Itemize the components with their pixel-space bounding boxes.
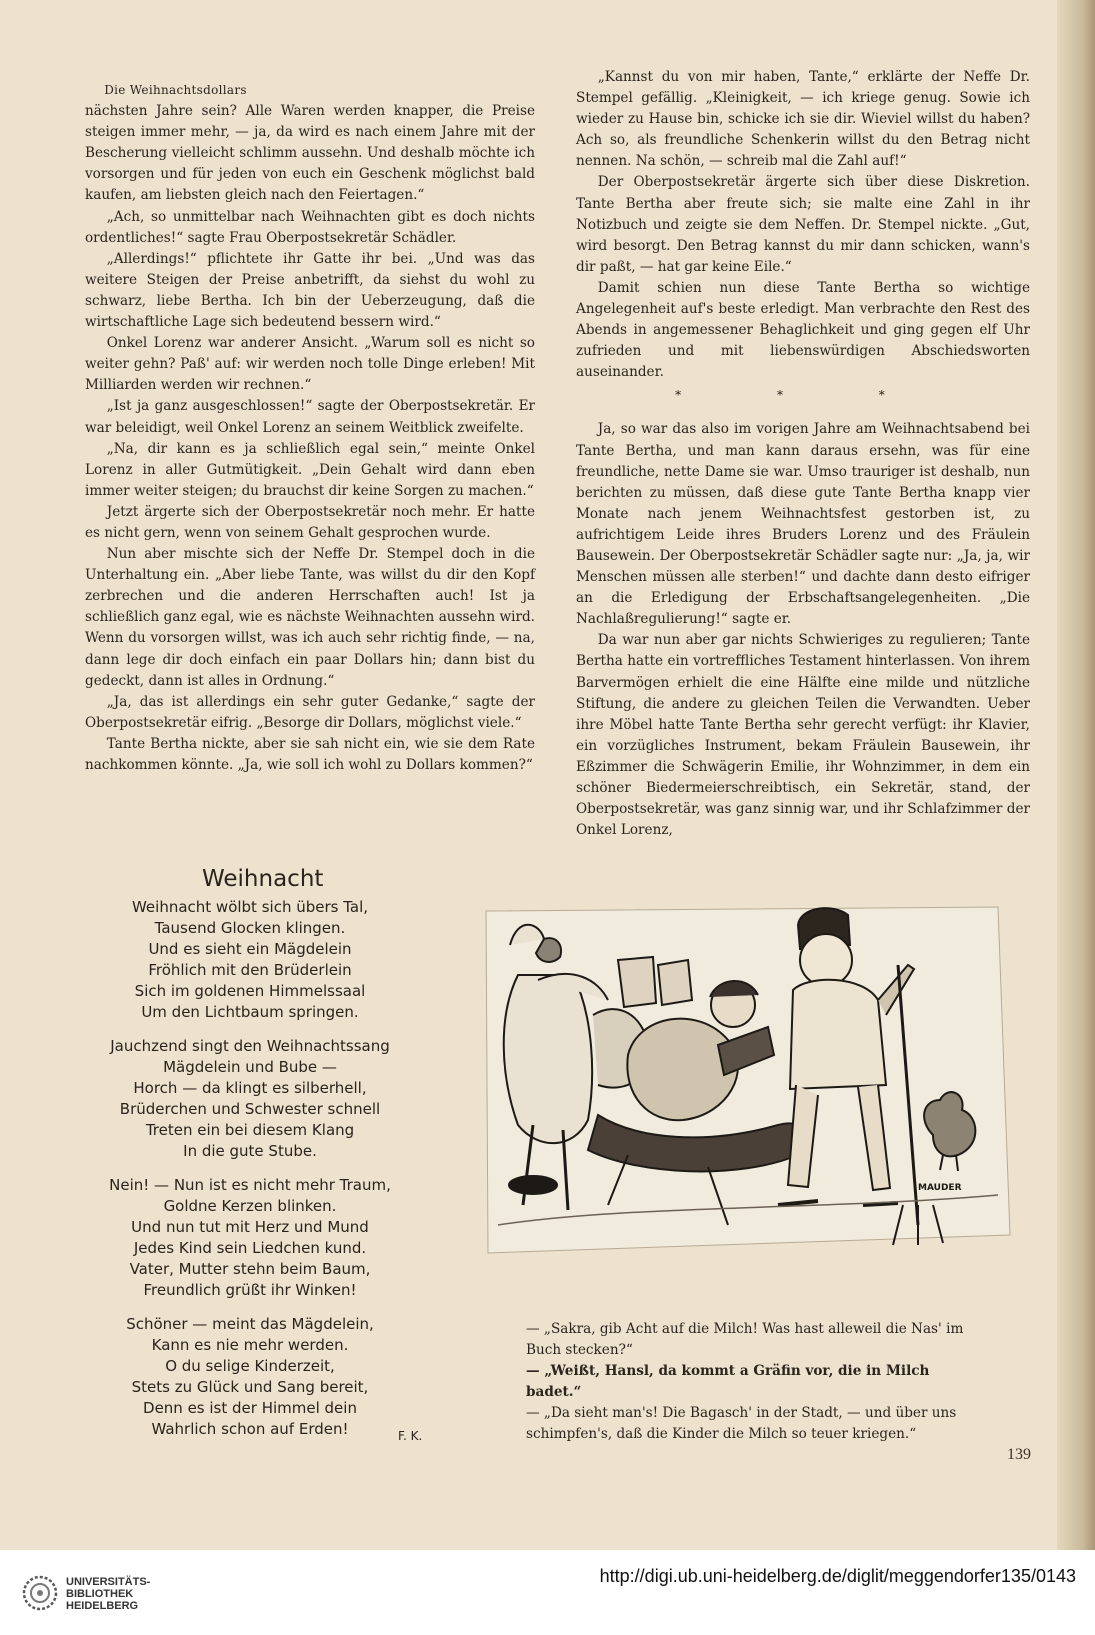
artist-signature: MAUDER — [918, 1183, 962, 1193]
spilled-milk-puddle — [509, 1176, 557, 1194]
library-name-line: BIBLIOTHEK — [66, 1588, 134, 1600]
poem-stanza — [85, 897, 415, 1023]
paragraph: Der Oberpostsekretär ärgerte sich über diese Diskretion. Tante Bertha aber freute sich; sie malte eine Zahl in ihr Notizbuch und zeigte sie dem Neffen. Dr. Stempel nickte. „Gut, wird besorgt. Den Betrag kannst du mir dann schicken, wann's dir paßt, — hat gar keine Eile.“ — [576, 174, 1030, 275]
poem-verse: Wahrlich schon auf Erden! — [151, 1420, 349, 1438]
caption-line: — „Weißt, Hansl, da kommt a Gräfin vor, die in Milch badet.“ — [526, 1363, 930, 1401]
poem-verse: Stets zu Glück und Sang bereit, — [131, 1378, 369, 1396]
library-name-line: UNIVERSITÄTS- — [66, 1576, 151, 1588]
poem-verse: Tausend Glocken klingen. — [154, 919, 346, 937]
poem-verse: Jedes Kind sein Liedchen kund. — [133, 1239, 367, 1257]
poem-verse: Und nun tut mit Herz und Mund — [131, 1218, 369, 1236]
poem-verse: Sich im goldenen Himmelssaal — [134, 982, 366, 1000]
poem-verse: Weihnacht wölbt sich übers Tal, — [131, 898, 369, 916]
poem-verse: Um den Lichtbaum springen. — [141, 1003, 359, 1021]
poem-verse: Denn es ist der Himmel dein — [143, 1399, 357, 1417]
poem-verse: Mägdelein und Bube — — [163, 1058, 337, 1076]
poem-stanza — [85, 1175, 415, 1301]
poem-verse: Schöner — meint das Mägdelein, — [126, 1315, 374, 1333]
poem-verse: Brüderchen und Schwester schnell — [119, 1100, 381, 1118]
paragraph: Damit schien nun diese Tante Bertha so wichtige Angelegenheit auf's beste erledigt. Man verbrachte den Rest des Abends in angemessener Behaglichkeit und ging gegen elf Uhr zufrieden und mit liebenswürdigen Abschiedsworten auseinander. — [576, 279, 1030, 381]
poem-verse: In die gute Stube. — [183, 1142, 317, 1160]
caption-line: — „Da sieht man's! Die Bagasch' in der Stadt, — und über uns schimpfen's, daß die Kinder die Milch so teuer kriegen.“ — [526, 1405, 957, 1443]
poem-verse: Und es sieht ein Mägdelein — [148, 940, 352, 958]
poem-verse: O du selige Kinderzeit, — [165, 1357, 335, 1375]
paragraph: „Ach, so unmittelbar nach Weihnachten gibt es doch nichts ordentliches!“ sagte Frau Oberpostsekretär Schädler. — [85, 208, 535, 246]
source-url-link[interactable]: http://digi.ub.uni-heidelberg.de/diglit/meggendorfer135/0143 — [599, 1566, 1076, 1586]
left-text-column — [85, 80, 535, 776]
poem-author: F. K. — [398, 1429, 423, 1443]
poem-verse: Treten ein bei diesem Klang — [145, 1121, 355, 1139]
poem-verse: Vater, Mutter stehn beim Baum, — [129, 1260, 371, 1278]
poem-verse: Jauchzend singt den Weihnachtssang — [110, 1037, 390, 1055]
section-break: * * * — [675, 388, 931, 403]
poem — [85, 897, 415, 1453]
paragraph: „Ja, das ist allerdings ein sehr guter Gedanke,“ sagte der Oberpostsekretär eifrig. „Besorge dir Dollars, möglichst viele.“ — [85, 693, 535, 731]
paragraph: nächsten Jahre sein? Alle Waren werden knapper, die Preise steigen immer mehr, — ja, da wird es nach einem Jahre mit der Bescherung vielleicht schlimm aussehn. Und deshalb möchte ich vorsorgen und für jeden von euch ein Geschenk möglichst bald kaufen, am liebsten gleich nach den Feiertagen.“ — [85, 103, 535, 204]
paragraph: Nun aber mischte sich der Neffe Dr. Stempel doch in die Unterhaltung ein. „Aber liebe Tante, was willst du dir den Kopf zerbrechen und die anderen Herrschaften auch! Ist ja schließlich ganz egal, wie es nächste Weihnachten aussehn wird. Wenn du vorsorgen willst, was ich auch sehr richtig finde, — na, dann lege dir doch einfach ein paar Dollars hin; dann bist du gedeckt, dann ist alles in Ordnung.“ — [85, 546, 535, 689]
paragraph: „Kannst du von mir haben, Tante,“ erklärte der Neffe Dr. Stempel gefällig. „Kleinigkeit, — ich kriege genug. Sowie ich wieder zu Hause bin, schicke ich sie dir. Wieviel willst du haben? Ach so, als freundliche Schenkerin willst du den Betrag nicht nennen. Na schön, — schreib mal die Zahl auf!“ — [576, 69, 1030, 170]
illustration-caption — [526, 1319, 978, 1446]
poem-title: Weihnacht — [202, 866, 324, 892]
right-text-column — [576, 67, 1030, 841]
poem-verse: Fröhlich mit den Brüderlein — [148, 961, 352, 979]
running-head: Die Weihnachtsdollars — [104, 83, 247, 97]
poem-verse: Freundlich grüßt ihr Winken! — [143, 1281, 357, 1299]
poem-verse: Horch — da klingt es silberhell, — [133, 1079, 367, 1097]
paragraph: Jetzt ärgerte sich der Oberpostsekretär noch mehr. Er hatte es nicht gern, wenn von seinem Gehalt gesprochen wurde. — [85, 503, 535, 541]
paragraph: „Na, dir kann es ja schließlich egal sein,“ meinte Onkel Lorenz in aller Gutmütigkeit. „Dein Gehalt wird dann eben immer weiter steigen; du brauchst dir keine Sorgen zu machen.“ — [85, 440, 535, 499]
library-name-line: HEIDELBERG — [66, 1600, 139, 1612]
cartoon-illustration — [478, 905, 1018, 1265]
paragraph: „Allerdings!“ pflichtete ihr Gatte ihr bei. „Und was das weitere Steigen der Preise anbetrifft, da siehst du wohl zu schwarz, liebe Bertha. Ich bin der Ueberzeugung, daß die wirtschaftliche Lage sich bedeutend bessern wird.“ — [85, 250, 535, 331]
paragraph: Ja, so war das also im vorigen Jahre am Weihnachtsabend bei Tante Bertha, und man kann daraus ersehn, was für eine freundliche, nette Dame sie war. Umso trauriger ist deshalb, nun berichten zu müssen, daß diese gute Tante Bertha knapp vier Monate nach jenem Weihnachtsfest gestorben ist, zu aufrichtigem Leide ihres Bruders Lorenz und des Fräulein Bausewein. Der Oberpostsekretär Schädler sagte nur: „Ja, ja, wir Menschen müssen alle sterben!“ und dachte dann desto eifriger an die Erledigung der Erbschaftsangelegenheiten. „Die Nachlaßregulierung!“ sagte er. — [576, 421, 1030, 628]
paragraph: Tante Bertha nickte, aber sie sah nicht ein, wie sie dem Rate nachkommen könnte. „Ja, wie soll ich wohl zu Dollars kommen?“ — [85, 735, 535, 773]
university-seal-icon — [22, 1575, 58, 1611]
page-edge-shadow — [1057, 0, 1095, 1550]
paragraph: Da war nun aber gar nichts Schwieriges zu regulieren; Tante Bertha hatte ein vortreffliches Testament hinterlassen. Von ihrem Barvermögen erhielt die eine Hälfte eine milde und nützliche Stiftung, die andere zu gleichen Teilen die Verwandten. Ueber ihre Möbel hatte Tante Bertha sehr gerecht verfügt: ihr Klavier, ein vorzügliches Instrument, bekam Fräulein Bausewein, ihr Eßzimmer die Schwägerin Emilie, ihr Wohnzimmer, in dem ein schöner Biedermeierschreibtisch, ein Sekretär, stand, der Oberpostsekretär, was ganz sinnig war, und ihr Schlafzimmer der Onkel Lorenz, — [576, 632, 1030, 839]
paragraph: Onkel Lorenz war anderer Ansicht. „Warum soll es nicht so weiter gehn? Paß' auf: wir werden noch tolle Dinge erleben! Mit Milliarden werden wir rechnen.“ — [85, 335, 535, 394]
paragraph: „Ist ja ganz ausgeschlossen!“ sagte der Oberpostsekretär. Er war beleidigt, weil Onkel Lorenz an seinem Weitblick zweifelte. — [85, 398, 535, 436]
poem-stanza — [85, 1036, 415, 1162]
poem-verse: Goldne Kerzen blinken. — [163, 1197, 337, 1215]
footer-bar — [0, 1550, 1095, 1635]
caption-line: — „Sakra, gib Acht auf die Milch! Was hast alleweil die Nas' im Buch stecken?“ — [526, 1321, 964, 1359]
library-name — [66, 1576, 150, 1612]
poem-stanza — [85, 1314, 415, 1440]
poem-verse: Kann es nie mehr werden. — [151, 1336, 349, 1354]
poem-verse: Nein! — Nun ist es nicht mehr Traum, — [109, 1176, 391, 1194]
page-number: 139 — [1007, 1446, 1031, 1463]
